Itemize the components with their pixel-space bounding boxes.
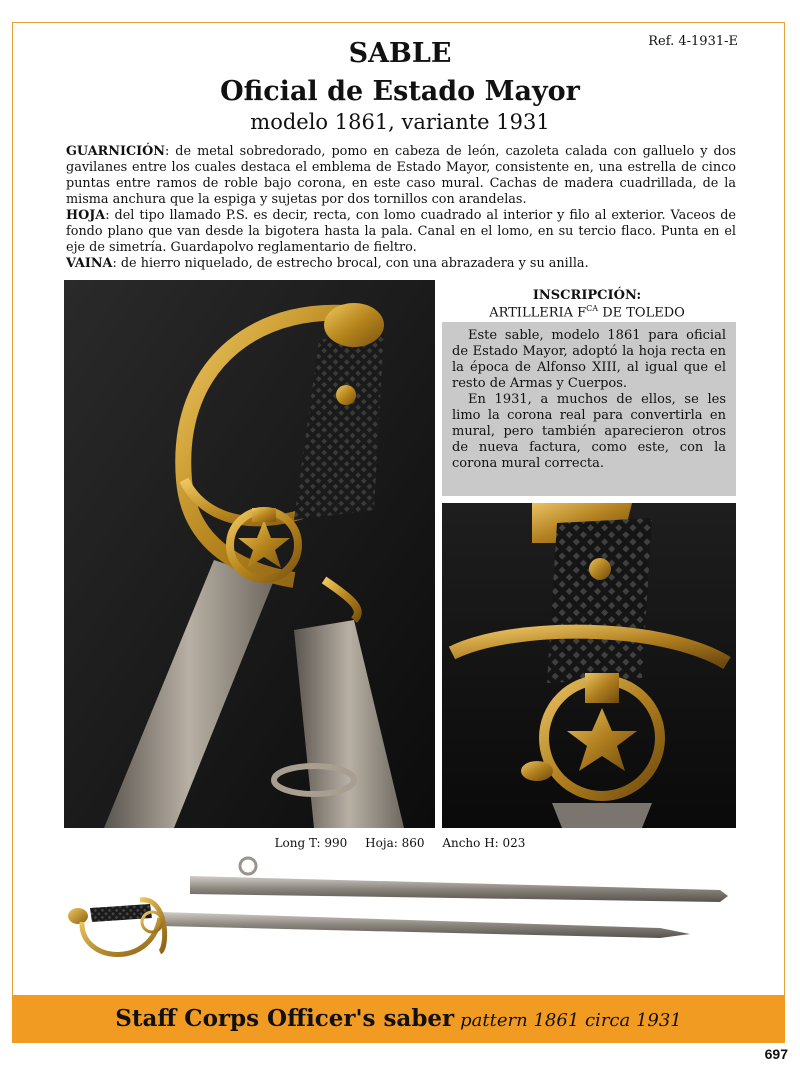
note-paragraph-1: Este sable, modelo 1861 para oficial de Estado Mayor, adoptó la hoja recta en la época de Alfonso XIII, al igual que el resto de Armas y Cuerpos. [452, 328, 726, 391]
page-title: SABLE [348, 38, 452, 69]
dimensions-line [0, 836, 800, 850]
english-caption: Staff Corps Officer's saber [115, 1005, 455, 1032]
model-line: modelo 1861, variante 1931 [250, 110, 550, 134]
hoja-label: HOJA [66, 208, 106, 223]
blade-width: Ancho H: 023 [442, 836, 526, 850]
total-length: Long T: 990 [274, 836, 348, 850]
reference-number: Ref. 4-1931-E [648, 34, 738, 49]
vaina-label: VAINA [66, 256, 113, 271]
vaina-text: : de hierro niquelado, de estrecho brocal, con una abrazadera y su anilla. [112, 256, 589, 271]
hoja-text: : del tipo llamado P.S. es decir, recta, con lomo cuadrado al interior y filo al exterior. Vaceos de fondo plano que van desde la bigotera hasta la pala. Canal en el lomo, en su tercio flaco. Punta en el eje de simetría. Guardapolvo reglamentario de fieltro. [66, 208, 736, 255]
page-number: 697 [764, 1046, 788, 1062]
full-sword-photo [60, 852, 740, 972]
emblem-detail-photo [442, 503, 736, 828]
guarnicion-text: : de metal sobredorado, pomo en cabeza de león, cazoleta calada con galluelo y dos gavilanes entre los cuales destaca el emblema de Estado Mayor, consistente en, una estrella de cinco puntas entre ramos de roble bajo corona, en este caso mural. Cachas de madera cuadrillada, de la misma anchura que la espiga y sujetas por dos tornillos con arandelas. [66, 144, 736, 207]
english-pattern: pattern 1861 circa 1931 [460, 1010, 682, 1031]
inscription-heading: INSCRIPCIÓN: [532, 288, 642, 303]
description-block [66, 144, 736, 272]
page-subtitle: Oficial de Estado Mayor [220, 76, 580, 107]
inscription-text: ARTILLERIA $F^{CA}$ DE TOLEDO [489, 304, 685, 321]
note-paragraph-2: En 1931, a muchos de ellos, se les limo la corona real para convertirla en mural, pero también aparecieron otros de nueva factura, como este, con la corona mural correcta. [452, 392, 726, 471]
history-note [442, 322, 736, 496]
guarnicion-label: GUARNICIÓN [66, 144, 165, 159]
blade-length: Hoja: 860 [365, 836, 425, 850]
english-caption-band [12, 995, 785, 1043]
hilt-photo [64, 280, 435, 828]
